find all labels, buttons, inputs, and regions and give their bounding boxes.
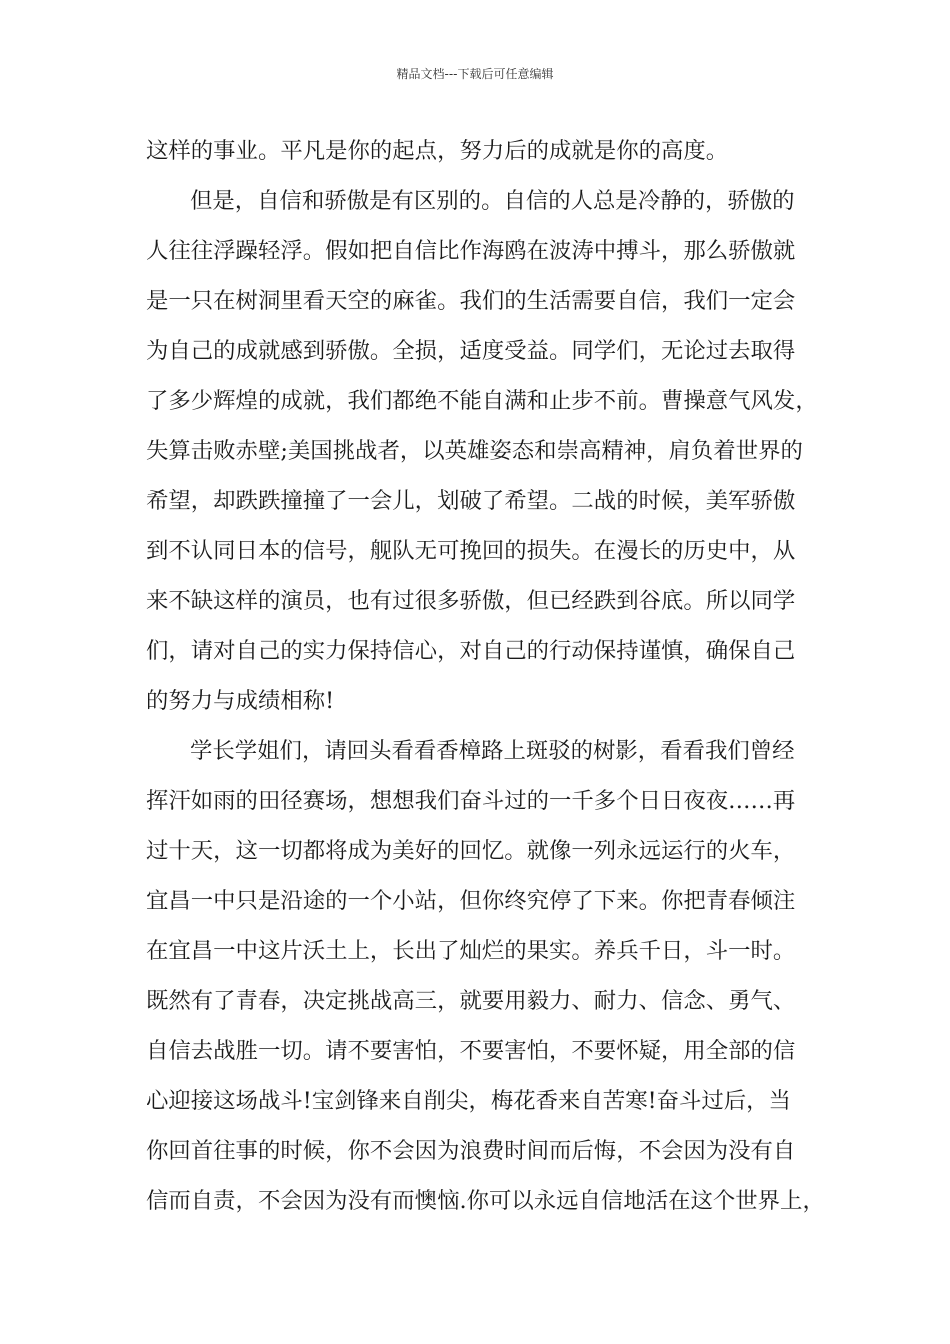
text-line: 是一只在树洞里看天空的麻雀。我们的生活需要自信，我们一定会 xyxy=(146,288,796,314)
paragraph-start-line: 学长学姐们，请回头看看香樟路上斑驳的树影，看看我们曾经 xyxy=(190,738,795,764)
text-line: 希望，却跌跌撞撞了一会儿，划破了希望。二战的时候，美军骄傲 xyxy=(146,488,796,514)
document-body xyxy=(146,126,826,1226)
text-line: 信而自责，不会因为没有而懊恼.你可以永远自信地活在这个世界上， xyxy=(146,1188,825,1214)
text-line: 失算击败赤壁;美国挑战者，以英雄姿态和崇高精神，肩负着世界的 xyxy=(146,438,803,464)
text-line: 过十天，这一切都将成为美好的回忆。就像一列永远运行的火车， xyxy=(146,838,796,864)
page-header: 精品文档---下载后可任意编辑 xyxy=(396,67,554,81)
text-line: 自信去战胜一切。请不要害怕，不要害怕，不要怀疑，用全部的信 xyxy=(146,1038,796,1064)
text-line: 了多少辉煌的成就，我们都绝不能自满和止步不前。曹操意气风发， xyxy=(146,388,818,414)
text-line: 既然有了青春，决定挑战高三，就要用毅力、耐力、信念、勇气、 xyxy=(146,988,796,1014)
text-line: 挥汗如雨的田径赛场，想想我们奋斗过的一千多个日日夜夜……再 xyxy=(146,788,796,814)
text-line: 这样的事业。平凡是你的起点，努力后的成就是你的高度。 xyxy=(146,138,729,164)
paragraph-start-line: 但是，自信和骄傲是有区别的。自信的人总是冷静的，骄傲的 xyxy=(190,188,795,214)
text-line: 来不缺这样的演员，也有过很多骄傲，但已经跌到谷底。所以同学 xyxy=(146,588,796,614)
text-line: 你回首往事的时候，你不会因为浪费时间而后悔，不会因为没有自 xyxy=(146,1138,796,1164)
text-line: 们，请对自己的实力保持信心，对自己的行动保持谨慎，确保自己 xyxy=(146,638,796,664)
text-line: 的努力与成绩相称! xyxy=(146,688,335,714)
text-line: 宜昌一中只是沿途的一个小站，但你终究停了下来。你把青春倾注 xyxy=(146,888,796,914)
text-line: 人往往浮躁轻浮。假如把自信比作海鸥在波涛中搏斗，那么骄傲就 xyxy=(146,238,796,264)
text-line: 心迎接这场战斗!宝剑锋来自削尖，梅花香来自苦寒!奋斗过后，当 xyxy=(146,1088,791,1114)
text-line: 为自己的成就感到骄傲。全损，适度受益。同学们，无论过去取得 xyxy=(146,338,796,364)
text-line: 到不认同日本的信号，舰队无可挽回的损失。在漫长的历史中，从 xyxy=(146,538,796,564)
text-line: 在宜昌一中这片沃土上，长出了灿烂的果实。养兵千日，斗一时。 xyxy=(146,938,796,964)
